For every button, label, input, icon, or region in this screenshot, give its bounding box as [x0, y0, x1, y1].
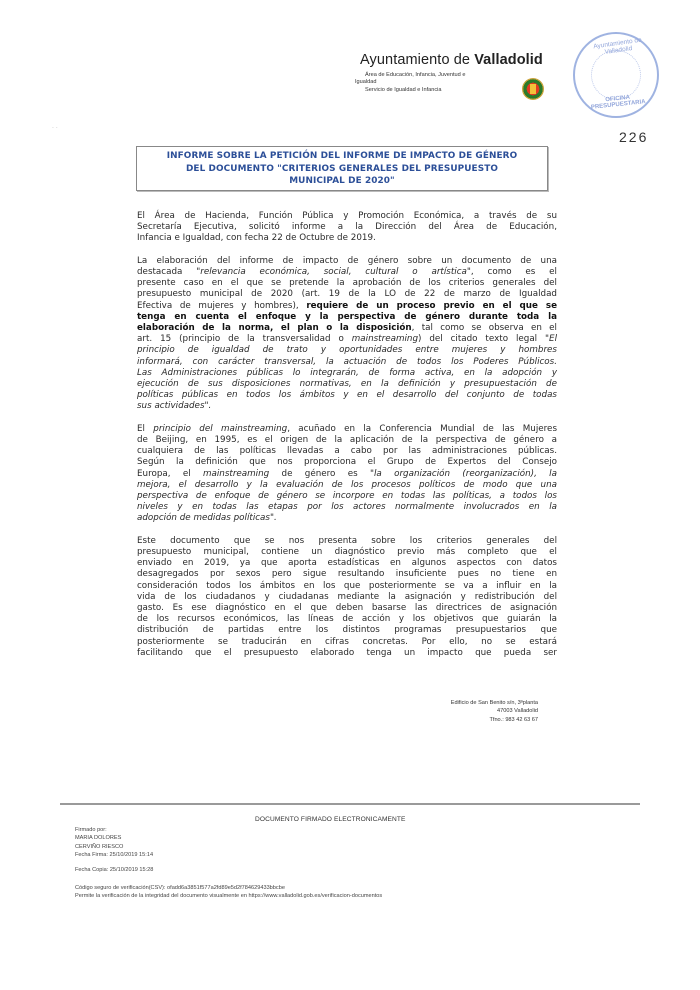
sign-date: Fecha Firma: 25/10/2019 15:14 — [75, 851, 154, 858]
text-line: políticas públicas en todos los ámbitos y en el desarrollo del conjunto de todas — [137, 390, 557, 401]
text-line: mejora, el desarrollo y la evaluación de los procesos políticos de modo que una — [137, 479, 557, 490]
stamp-seal-icon — [591, 50, 641, 100]
title-line-1: INFORME SOBRE LA PETICIÓN DEL INFORME DE IMPACTO DE GÉNERO — [166, 151, 518, 161]
csv-code: Código seguro de verificación(CSV): ofadd6a3851f577a2fd89e5d2f784629433bbcbe — [75, 885, 285, 891]
text-line: tenga en cuenta el enfoque y la perspectiva de género durante toda la — [137, 311, 557, 322]
signer-name-1: MARIA DOLORES — [75, 835, 122, 842]
text-line: perspectiva de enfoque de género se incorpore en todas las políticas, a todos los — [137, 491, 557, 502]
stamp-top-text: Ayuntamiento de Valladolid — [592, 36, 643, 56]
org-title — [360, 52, 543, 68]
text-line: consideración todos los ámbitos en los que posteriormente se va a influir en la — [137, 580, 557, 591]
title-line-3: MUNICIPAL DE 2020" — [289, 176, 395, 187]
text-line: presupuesto municipal, contiene un diagnóstico previo más completo que el — [137, 547, 557, 558]
signed-by-label: Firmado por: — [75, 827, 107, 833]
document-title — [136, 146, 548, 191]
text-line: Las Administraciones públicas lo integrarán, de forma activa, en la adopción y — [137, 367, 557, 378]
text-line: posteriormente se traducirán en cifras concretas. Por ello, no se estará — [137, 636, 557, 647]
text-line: vida de los ciudadanos y ciudadanas mediante la asignación y redistribución del — [137, 591, 557, 602]
text-line: adopción de medidas políticas". — [137, 513, 277, 524]
text-line: distribución de partidas entre los distintos programas presupuestarios que — [137, 625, 557, 636]
text-line: desagregados por sexos pero sigue resultando insuficiente pues no tiene en — [137, 569, 557, 580]
signer-name-2: CERVIÑO RIESCO — [75, 843, 124, 850]
text-line: destacada "relevancia económica, social, cultural o artística", como es el — [137, 267, 557, 277]
signature-block — [75, 826, 153, 874]
text-line: niveles y en todas las etapas por los actores normalmente involucrados en la — [137, 502, 557, 513]
paragraph-2 — [137, 256, 557, 413]
paragraph-1 — [137, 211, 557, 245]
org-prefix: Ayuntamiento de — [360, 52, 475, 68]
paragraph-4 — [137, 536, 557, 659]
text-line: sus actividades". — [137, 401, 212, 412]
stamp-bottom-text: OFICINA PRESUPUESTARIA — [590, 94, 646, 111]
text-line: Este documento que se nos presenta sobre los criterios generales del — [137, 535, 557, 546]
text-line: ejecución de sus disposiciones normativas, en la definición y presupuestación de — [137, 379, 557, 390]
text-line: cualquiera de las políticas llevadas a cabo por las administraciones públicas. — [137, 446, 557, 457]
text-line: presupuesto municipal de 2020 (art. 19 de la LO de 22 de marzo de Igualdad — [137, 289, 557, 300]
address-line-1: Edificio de San Benito s/n, 3ªplanta — [450, 700, 538, 706]
text-line: presente caso en el que se pretende la aprobación de los criterios generales del — [137, 278, 557, 289]
text-line: art. 15 (principio de la transversalidad o mainstreaming) del citado texto legal "El — [137, 334, 558, 345]
text-line: gasto. Es ese diagnóstico en el que deben basarse las directrices de asignación — [137, 603, 557, 614]
text-line: de los recursos económicos, las líneas de acción y los objetivos que guiarán la — [137, 614, 557, 625]
text-line: Europa, el mainstreaming de género es "la organización (reorganización), la — [137, 468, 557, 479]
signed-banner: DOCUMENTO FIRMADO ELECTRONICAMENTE — [255, 816, 406, 823]
text-line: Secretaría Ejecutiva, solicitó informe a la Dirección del Área de Educación, — [137, 222, 557, 233]
text-line: facilitando que el presupuesto elaborado tenga un impacto que pueda ser — [137, 647, 557, 658]
text-line: Efectiva de mujeres y hombres), requiere de un proceso previo en el que se — [137, 300, 558, 311]
margin-mark: · · — [52, 125, 58, 132]
copy-date: Fecha Copia: 25/10/2019 15:28 — [75, 867, 154, 874]
text-line: de Beijing, en 1995, es el origen de la aplicación de la perspectiva de género a — [137, 435, 557, 446]
department — [355, 72, 520, 94]
letterhead — [355, 52, 543, 94]
address-line-2: 47003 Valladolid — [497, 708, 538, 715]
verification-link-text: Permite la verificación de la integridad del documento visualmente en https://www.valladolid.gob.es/verificacion-documentos — [75, 893, 383, 900]
text-line: enviado en 2019, ya que aporta estadísticas en algunos aspectos con datos — [137, 558, 557, 569]
org-name: Valladolid — [474, 52, 543, 68]
text-line: Infancia e Igualdad, con fecha 22 de Octubre de 2019. — [137, 233, 376, 244]
paragraph-3 — [137, 424, 557, 525]
service-line: Servicio de Igualdad e Infancia — [365, 86, 442, 93]
text-line: elaboración de la norma, el plan o la disposición, tal como se observa en el — [137, 323, 557, 334]
verification-block — [75, 884, 382, 901]
document-body — [137, 211, 557, 670]
text-line: informará, con carácter transversal, la actuación de todos los Poderes Públicos. — [137, 356, 557, 367]
text-line: Según la definición que nos proporciona el Grupo de Expertos del Consejo — [137, 457, 557, 468]
dept-line-2: Igualdad — [355, 79, 377, 86]
office-address — [420, 699, 538, 724]
title-line-2: DEL DOCUMENTO "CRITERIOS GENERALES DEL PRESUPUESTO — [185, 163, 499, 174]
text-line: El Área de Hacienda, Función Pública y Promoción Económica, a través de su — [137, 211, 557, 221]
phone-line: Tfno.: 983 42 63 67 — [489, 716, 538, 723]
dept-line-1: Área de Educación, Infancia, Juventud e — [365, 72, 466, 78]
text-line: El principio del mainstreaming, acuñado en la Conferencia Mundial de las Mujeres — [137, 423, 558, 434]
coat-of-arms-icon — [522, 78, 544, 100]
page-number: 226 — [619, 129, 649, 145]
official-stamp — [573, 32, 659, 118]
footer-divider — [60, 803, 640, 805]
text-line: La elaboración del informe de impacto de género sobre un documento de una — [137, 255, 557, 266]
text-line: principio de igualdad de trato y oportunidades entre mujeres y hombres — [137, 345, 557, 356]
